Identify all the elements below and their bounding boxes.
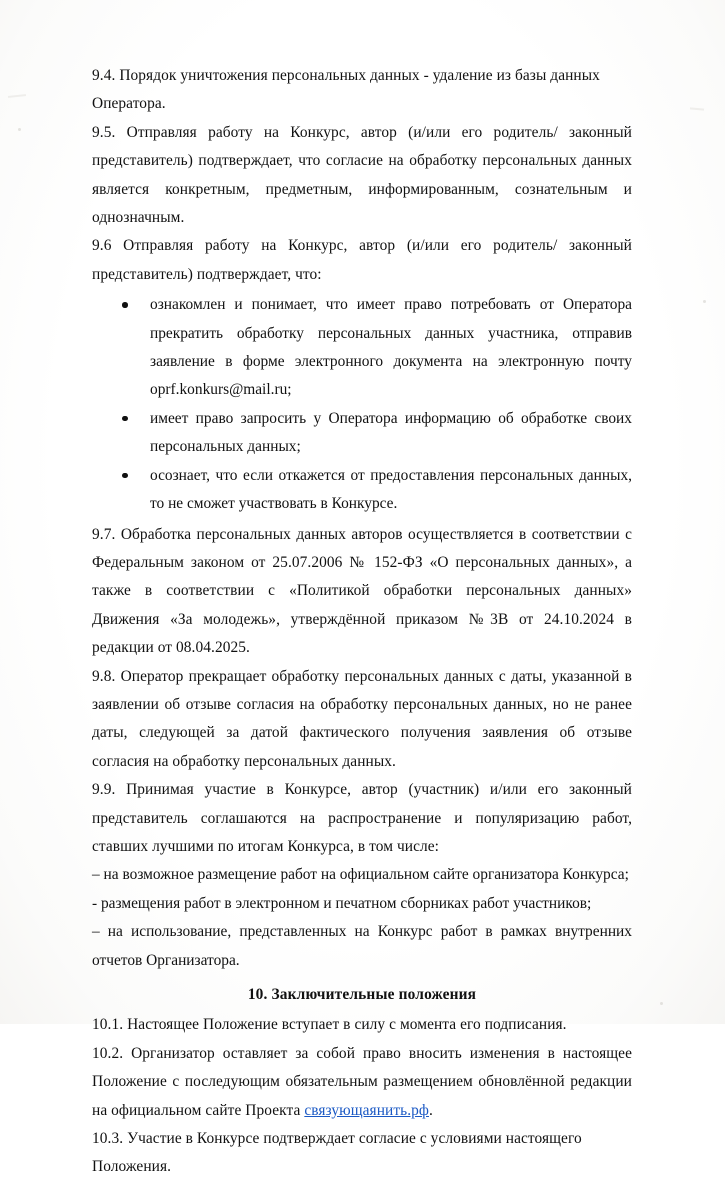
dash-item-3: – на использование, представленных на Конкурс работ в рамках внутренних отчетов Организатора. — [92, 923, 632, 969]
page-title: 10. Заключительные положения — [247, 986, 477, 1003]
clause-10-1: 10.1. Настоящее Положение вступает в силу с момента его подписания. — [92, 1016, 567, 1034]
dash-item-2: - размещения работ в электронном и печатном сборниках работ участников; — [92, 894, 592, 912]
bullet-dot-icon — [122, 302, 128, 308]
clause-10-2 — [92, 1040, 632, 1125]
bullet-dot-icon — [122, 473, 128, 479]
clause-9-6-bullet-list — [92, 291, 632, 518]
document-body — [92, 62, 632, 1182]
list-item-label: ознакомлен и понимает, что имеет право потребовать от Оператора прекратить обработку персональных данных участника, отправив заявление в форме электронного документа на электронную почту oprf.konkurs@mail.ru; — [150, 296, 632, 399]
clause-10-2-text-after: . — [428, 1101, 433, 1119]
clause-9-5: 9.5. Отправляя работу на Конкурс, автор (и/или его родитель/ законный представитель) подтверждает, что согласие на обработку персональных данных является конкретным, предметным, информированным, сознательным и однозначным. — [92, 123, 632, 227]
clause-9-4: 9.4. Порядок уничтожения персональных данных - удаление из базы данных Оператора. — [92, 67, 600, 113]
clause-9-8: 9.8. Оператор прекращает обработку персональных данных с даты, указанной в заявлении об отзыве согласия на обработку персональных данных, но не ранее даты, следующей за датой фактического получения заявления об отзыве согласия на обработку персональных данных. — [92, 667, 632, 770]
scan-artifact — [18, 128, 21, 131]
clause-10-2-text-before: 10.2. Организатор оставляет за собой право вносить изменения в настоящее Положение с последующим обязательным размещением обновлённой редакции на официальном сайте Проекта — [92, 1044, 632, 1119]
list-item — [92, 405, 632, 462]
scan-artifact — [8, 94, 26, 98]
list-item — [92, 291, 632, 405]
list-item — [92, 462, 632, 519]
clause-9-9: 9.9. Принимая участие в Конкурсе, автор (участник) и/или его законный представитель соглашаются на распространение и популяризацию работ, ставших лучшими по итогам Конкурса, в том числе: — [92, 781, 632, 855]
clause-9-7: 9.7. Обработка персональных данных авторов осуществляется в соответствии с Федеральным законом от 25.07.2006 № 152-ФЗ «О персональных данных», а также в соответствии с «Политикой обработки персональных данных» Движения «За молодежь», утверждённой приказом №3В от 24.10.2024 в редакции от 08.04.2025. — [92, 525, 632, 657]
dash-item-1: – на возможное размещение работ на официальном сайте организатора Конкурса; — [92, 866, 629, 884]
list-item-label: осознает, что если откажется от предоставления персональных данных, то не сможет участвовать в Конкурсе. — [150, 466, 632, 513]
clause-9-6: 9.6 Отправляя работу на Конкурс, автор (и/или его родитель/ законный представитель) подтверждает, что: — [92, 237, 632, 283]
scan-artifact — [703, 300, 706, 303]
scan-artifact — [660, 1002, 663, 1005]
project-website-link[interactable]: связующаянить.рф — [304, 1101, 429, 1119]
bullet-dot-icon — [122, 416, 128, 422]
list-item-label: имеет право запросить у Оператора информацию об обработке своих персональных данных; — [150, 409, 632, 456]
scan-artifact — [690, 107, 704, 110]
clause-10-3: 10.3. Участие в Конкурсе подтверждает согласие с условиями настоящего Положения. — [92, 1130, 582, 1176]
